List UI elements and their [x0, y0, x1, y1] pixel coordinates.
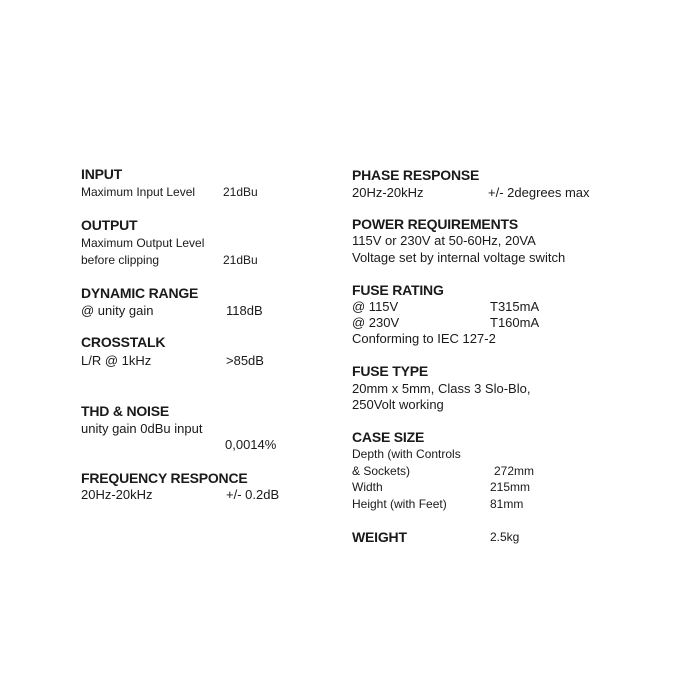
- frequency-response-label: 20Hz-20kHz: [81, 487, 153, 502]
- case-height-value: 81mm: [490, 497, 524, 511]
- phase-response-heading: PHASE RESPONSE: [352, 167, 480, 183]
- phase-response-value: +/- 2degrees max: [488, 185, 590, 200]
- crosstalk-label: L/R @ 1kHz: [81, 353, 152, 368]
- fuse-rating-note: Conforming to IEC 127-2: [352, 331, 496, 346]
- output-heading: OUTPUT: [81, 217, 138, 233]
- input-heading: INPUT: [81, 166, 123, 182]
- frequency-response-heading: FREQUENCY RESPONCE: [81, 470, 248, 486]
- case-width-label: Width: [352, 480, 383, 494]
- max-output-label: Maximum Output Level: [81, 236, 205, 250]
- fuse-rating-230-value: T160mA: [490, 315, 540, 330]
- frequency-response-value: +/- 0.2dB: [226, 487, 280, 502]
- power-line-1: 115V or 230V at 50-60Hz, 20VA: [352, 233, 536, 248]
- crosstalk-value: >85dB: [226, 353, 264, 368]
- case-width-value: 215mm: [490, 480, 531, 494]
- case-depth-value: 272mm: [494, 464, 535, 478]
- thd-noise-heading: THD & NOISE: [81, 403, 170, 419]
- before-clipping-value: 21dBu: [223, 253, 258, 267]
- fuse-rating-115-label: @ 115V: [352, 299, 399, 314]
- power-line-2: Voltage set by internal voltage switch: [352, 250, 566, 265]
- max-input-label: Maximum Input Level: [81, 185, 196, 199]
- fuse-rating-heading: FUSE RATING: [352, 282, 444, 298]
- thd-noise-value: 0,0014%: [225, 437, 277, 452]
- fuse-type-line-1: 20mm x 5mm, Class 3 Slo-Blo,: [352, 381, 531, 396]
- case-size-heading: CASE SIZE: [352, 429, 425, 445]
- case-height-label: Height (with Feet): [352, 497, 447, 511]
- phase-response-label: 20Hz-20kHz: [352, 185, 424, 200]
- power-heading: POWER REQUIREMENTS: [352, 216, 518, 232]
- fuse-rating-115-value: T315mA: [490, 299, 540, 314]
- before-clipping-label: before clipping: [81, 253, 160, 267]
- dynamic-range-value: 118dB: [226, 303, 263, 318]
- case-depth-label-2: & Sockets): [352, 464, 411, 478]
- case-depth-label-1: Depth (with Controls: [352, 447, 461, 461]
- dynamic-range-heading: DYNAMIC RANGE: [81, 285, 199, 301]
- thd-noise-label: unity gain 0dBu input: [81, 421, 203, 436]
- max-input-value: 21dBu: [223, 185, 258, 199]
- crosstalk-heading: CROSSTALK: [81, 334, 166, 350]
- fuse-type-line-2: 250Volt working: [352, 397, 444, 412]
- weight-value: 2.5kg: [490, 530, 520, 544]
- fuse-rating-230-label: @ 230V: [352, 315, 400, 330]
- dynamic-range-label: @ unity gain: [81, 303, 154, 318]
- weight-heading: WEIGHT: [352, 529, 407, 545]
- fuse-type-heading: FUSE TYPE: [352, 363, 428, 379]
